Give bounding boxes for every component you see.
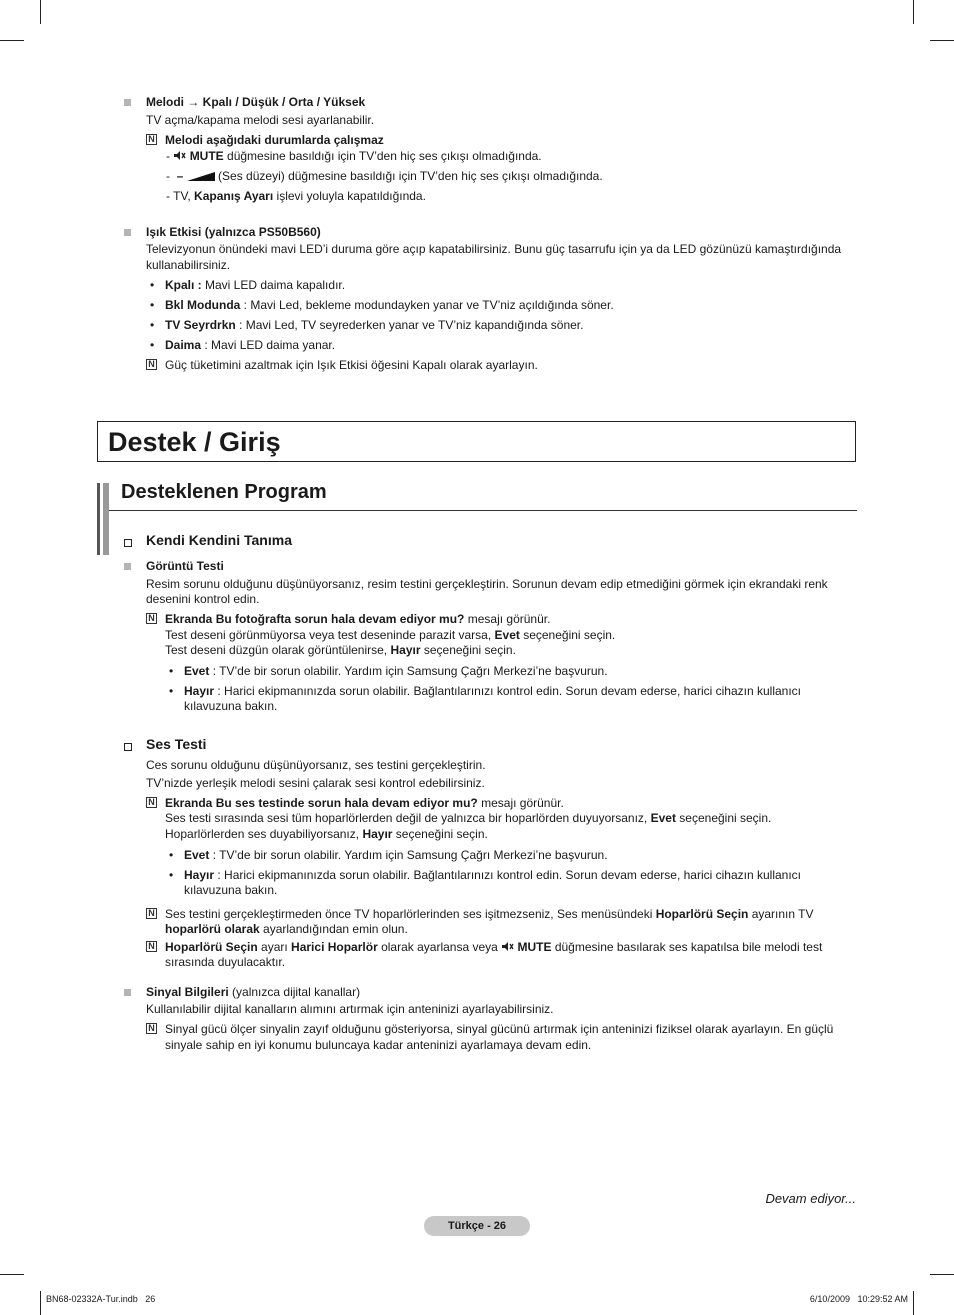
chapter-title: Destek / Giriş [108,427,281,457]
section-rule [109,510,857,511]
goruntu-desc-2: desenini kontrol edin. [146,592,260,606]
goruntu-desc-1: Resim sorunu olduğunu düşünüyorsanız, resim testini gerçekleştirin. Sorunun devam edip etmediğini görmek için ekrandaki renk [146,577,828,591]
ses-note3-1: Hoparlörü Seçin ayarı Harici Hoparlör olarak ayarlansa veya MUTE düğmesine basılarak ses kapatılsa bile melodi test [165,940,823,954]
square-bullet-icon [124,989,131,996]
mute-icon [501,941,514,952]
ses-hayir: Hayır : Harici ekipmanınızda sorun olabilir. Bağlantılarınızı kontrol edin. Sorun devam ederse, harici cihazın kullanıcı [184,868,801,882]
note-icon: N [146,797,157,808]
volume-icon [187,172,215,181]
isik-note: Güç tüketimini azaltmak için Işık Etkisi öğesini Kapalı olarak ayarlayın. [165,358,538,372]
sinyal-note-1: Sinyal gücü ölçer sinyalin zayıf olduğunu gösteriyorsa, sinyal gücünü artırmak için anteninizi fiziksel olarak ayarlayın. En güçlü [165,1022,834,1036]
melodi-note-title: Melodi aşağıdaki durumlarda çalışmaz [165,133,384,147]
note-icon: N [146,359,157,370]
crop-mark [0,40,24,41]
crop-mark [930,1274,954,1275]
sinyal-desc: Kullanılabilir dijital kanalların alımını artırmak için anteninizi ayarlayabilirsiniz. [146,1002,554,1016]
isik-heading: Işık Etkisi (yalnızca PS50B560) [146,225,321,239]
ses-note-3: Hoparlörlerden ses duyabiliyorsanız, Hayır seçeneğini seçin. [165,827,488,841]
crop-mark [0,1274,24,1275]
bullet: • [169,684,174,698]
file-name: BN68-02332A-Tur.indb 26 [46,1294,156,1304]
ses-desc-2: TV’nizde yerleşik melodi sesini çalarak sesi kontrol edebilirsiniz. [146,776,485,790]
print-datetime: 6/10/2009 10:29:52 AM [809,1294,908,1304]
crop-mark [913,0,914,24]
checkbox-icon [124,539,132,547]
isik-desc-1: Televizyonun önündeki mavi LED’i duruma göre açıp kapatabilirsiniz. Bunu güç tasarrufu için ya da LED gözünüzü kamaştırdığında [146,242,842,256]
crop-mark [40,0,41,24]
square-bullet-icon [124,99,131,106]
note-icon: N [146,908,157,919]
ses-note3-2: sırasında duyulacaktır. [165,955,286,969]
bullet: • [150,298,155,312]
sinyal-note-2: sinyale sahip en iyi konumu buluncaya kadar anteninizi ayarlamaya devam edin. [165,1038,592,1052]
melodi-item-volume: - – (Ses düzeyi) düğmesine basıldığı için TV’den hiç ses çıkışı olmadığında. [166,169,603,183]
goruntu-hayir-2: kılavuzuna bakın. [184,699,278,713]
square-bullet-icon [124,563,131,570]
goruntu-note-3: Test deseni düzgün olarak görüntülenirse, Hayır seçeneğini seçin. [165,643,516,657]
kendi-title: Kendi Kendini Tanıma [146,532,292,548]
isik-option-kpali: Kpalı : Mavi LED daima kapalıdır. [165,278,346,292]
note-icon: N [146,134,157,145]
goruntu-hayir: Hayır : Harici ekipmanınızda sorun olabilir. Bağlantılarınızı kontrol edin. Sorun devam ederse, harici cihazın kullanıcı [184,684,801,698]
melodi-item-kapanis: - TV, Kapanış Ayarı işlevi yoluyla kapatıldığında. [166,189,426,203]
melodi-item-mute: - MUTE düğmesine basıldığı için TV’den hiç ses çıkışı olmadığında. [166,149,542,163]
section-bar [97,483,100,555]
ses-evet: Evet : TV’de bir sorun olabilir. Yardım için Samsung Çağrı Merkezi’ne başvurun. [184,848,608,862]
ses-note2-2: hoparlörü olarak ayarlandığından emin olun. [165,922,408,936]
crop-mark [913,1291,914,1315]
goruntu-note-2: Test deseni görünmüyorsa veya test deseninde parazit varsa, Evet seçeneğini seçin. [165,628,616,642]
page-number: Türkçe - 26 [447,1220,507,1232]
isik-option-bkl: Bkl Modunda : Mavi Led, bekleme modundayken yanar ve TV’niz açıldığında söner. [165,298,614,312]
note-icon: N [146,941,157,952]
continued-label: Devam ediyor... [765,1191,856,1206]
melodi-heading: Melodi → Kpalı / Düşük / Orta / Yüksek [146,95,366,109]
ses-hayir-2: kılavuzuna bakın. [184,883,278,897]
isik-desc-2: kullanabilirsiniz. [146,258,231,272]
isik-option-tv: TV Seyrdrkn : Mavi Led, TV seyrederken yanar ve TV’niz kapandığında söner. [165,318,584,332]
bullet: • [169,868,174,882]
goruntu-note-1: Ekranda Bu fotoğrafta sorun hala devam ediyor mu? mesajı görünür. [165,612,551,626]
crop-mark [40,1291,41,1315]
ses-title: Ses Testi [146,736,207,752]
ses-note-1: Ekranda Bu ses testinde sorun hala devam ediyor mu? mesajı görünür. [165,796,564,810]
chapter-title-box [97,421,856,462]
ses-desc-1: Ces sorunu olduğunu düşünüyorsanız, ses testini gerçekleştirin. [146,758,486,772]
goruntu-evet: Evet : TV’de bir sorun olabilir. Yardım için Samsung Çağrı Merkezi’ne başvurun. [184,664,608,678]
ses-note2-1: Ses testini gerçekleştirmeden önce TV hoparlörlerinden ses işitmezseniz, Ses menüsündeki Hoparlörü Seçin ayarının TV [165,907,814,921]
crop-mark [930,40,954,41]
checkbox-icon [124,743,132,751]
mute-icon [173,150,186,161]
melodi-desc: TV açma/kapama melodi sesi ayarlanabilir. [146,113,375,127]
note-icon: N [146,1023,157,1034]
ses-note-2: Ses testi sırasında sesi tüm hoparlörlerden değil de yalnızca bir hoparlörden duyuyorsanız, Evet seçeneğini seçin. [165,811,772,825]
sinyal-heading: Sinyal Bilgileri (yalnızca dijital kanallar) [146,985,361,999]
page-number-pill [424,1216,530,1236]
goruntu-heading: Görüntü Testi [146,559,224,573]
bullet: • [150,278,155,292]
bullet: • [169,848,174,862]
section-bar [103,483,109,555]
bullet: • [150,318,155,332]
bullet: • [169,664,174,678]
bullet: • [150,338,155,352]
isik-option-daima: Daima : Mavi LED daima yanar. [165,338,336,352]
section-title: Desteklenen Program [121,481,327,503]
note-icon: N [146,613,157,624]
square-bullet-icon [124,229,131,236]
